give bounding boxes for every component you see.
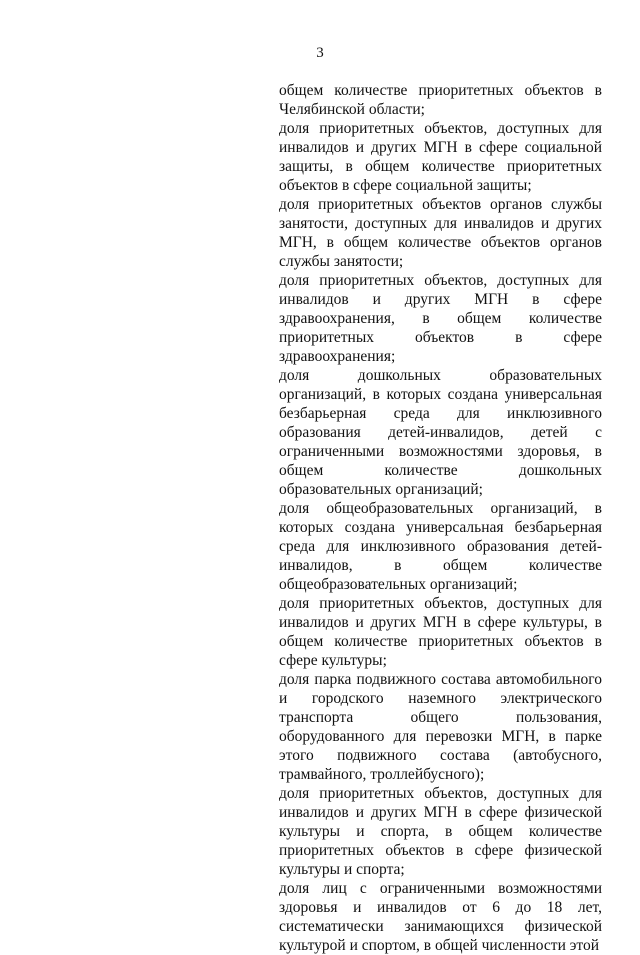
paragraph-general-education: доля общеобразовательных организаций, в которых создана универсальная безбарьерная среда для инклюзивного образования детей-инвалидов, в общем количестве общеобразовательных организаций; bbox=[279, 500, 602, 593]
paragraph-employment-service: доля приоритетных объектов органов службы занятости, доступных для инвалидов и других МГН, в общем количестве объектов органов службы занятости; bbox=[279, 196, 602, 270]
paragraph-sports-objects: доля приоритетных объектов, доступных для инвалидов и других МГН в сфере физической культуры и спорта, в общем количестве приоритетных объектов в сфере физической культуры и спорта; bbox=[279, 785, 602, 878]
paragraph-healthcare: доля приоритетных объектов, доступных для инвалидов и других МГН в сфере здравоохранения, в общем количестве приоритетных объектов в сфере здравоохранения; bbox=[279, 272, 602, 365]
page-number: 3 bbox=[316, 45, 324, 61]
paragraph-culture: доля приоритетных объектов, доступных для инвалидов и других МГН в сфере культуры, в общем количестве приоритетных объектов в сфере культуры; bbox=[279, 595, 602, 669]
document-text-column bbox=[279, 81, 602, 955]
paragraph-continuation: общем количестве приоритетных объектов в Челябинской области; bbox=[279, 82, 602, 118]
paragraph-public-transport: доля парка подвижного состава автомобильного и городского наземного электрического транспорта общего пользования, оборудованного для перевозки МГН, в парке этого подвижного состава (автобусного, трамвайного, троллейбусного); bbox=[279, 671, 602, 783]
paragraph-social-protection: доля приоритетных объектов, доступных для инвалидов и других МГН в сфере социальной защиты, в общем количестве приоритетных объектов в сфере социальной защиты; bbox=[279, 120, 602, 194]
paragraph-preschool-education: доля дошкольных образовательных организаций, в которых создана универсальная безбарьерная среда для инклюзивного образования детей-инвалидов, детей с ограниченными возможностями здоровья, в общем количестве дошкольных образовательных организаций; bbox=[279, 367, 602, 498]
paragraph-sports-participation: доля лиц с ограниченными возможностями здоровья и инвалидов от 6 до 18 лет, систематически занимающихся физической культурой и спортом, в общей численности этой bbox=[279, 880, 602, 954]
